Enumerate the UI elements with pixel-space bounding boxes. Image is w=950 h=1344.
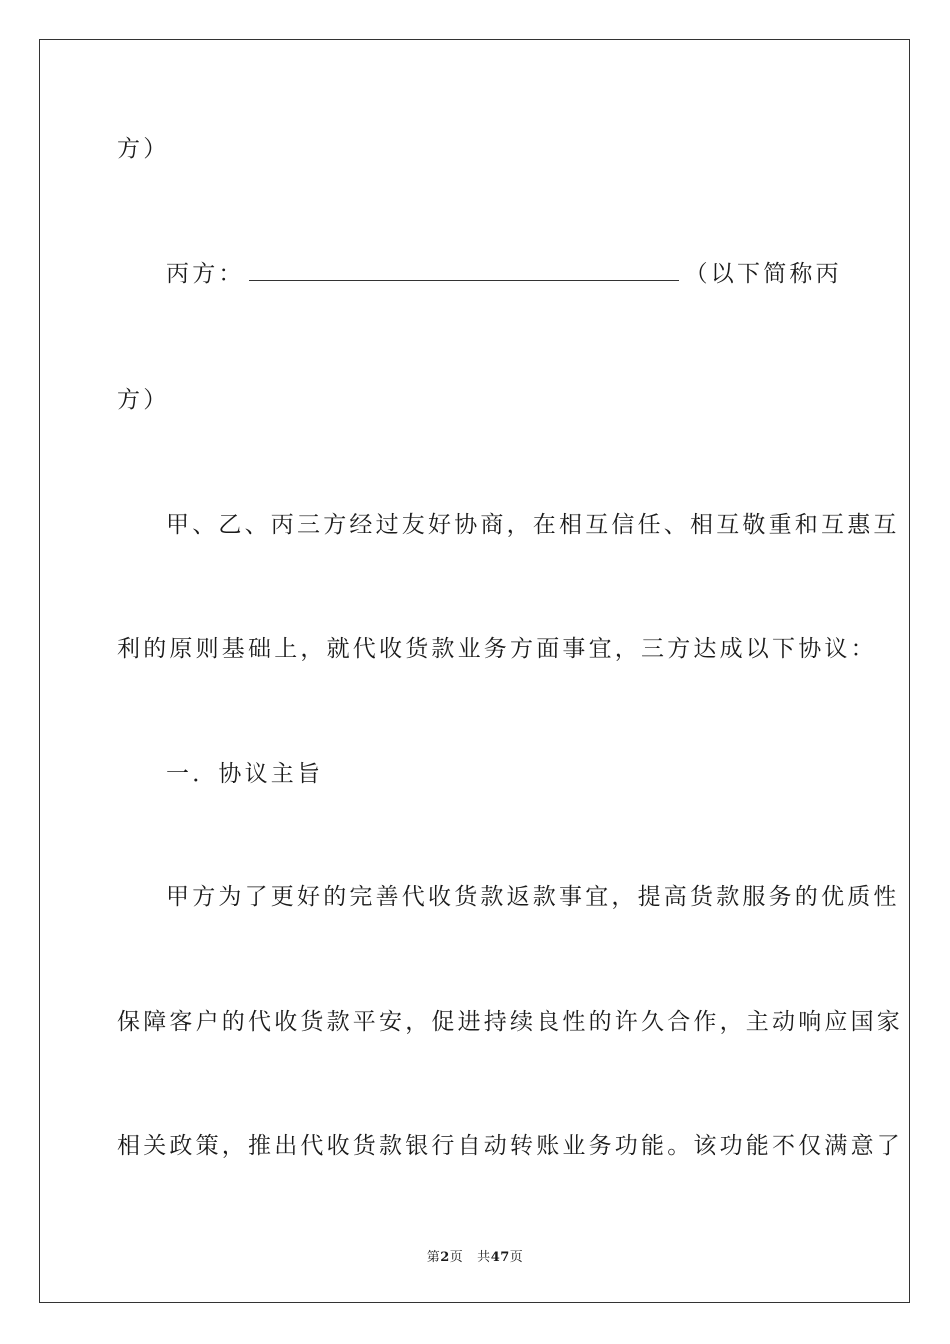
footer-total-suffix: 页 <box>509 1250 524 1265</box>
section-heading: 一．协议主旨 <box>166 761 324 787</box>
footer-page-suffix: 页 <box>449 1250 464 1265</box>
text-line-7: 甲方为了更好的完善代收货款返款事宜，提高货款服务的优质性 <box>166 884 900 910</box>
party-c-abbrev: （以下简称丙 <box>684 261 842 287</box>
party-c-blank-field <box>249 260 679 281</box>
footer-total-number: 47 <box>490 1250 510 1265</box>
page-footer <box>0 1246 950 1265</box>
text-line-5: 利的原则基础上，就代收货款业务方面事宜，三方达成以下协议： <box>117 636 877 662</box>
footer-total-prefix: 共 <box>477 1250 491 1265</box>
text-line-8: 保障客户的代收货款平安，促进持续良性的许久合作，主动响应国家 <box>117 1009 903 1035</box>
party-c-label: 丙方： <box>166 261 245 287</box>
text-line-9: 相关政策，推出代收货款银行自动转账业务功能。该功能不仅满意了 <box>117 1133 903 1159</box>
footer-page-prefix: 第 <box>426 1250 441 1265</box>
text-line-1: 方） <box>117 136 170 162</box>
text-line-party-c <box>166 259 842 289</box>
text-line-3: 方） <box>117 387 170 413</box>
text-line-4: 甲、乙、丙三方经过友好协商，在相互信任、相互敬重和互惠互 <box>166 512 900 538</box>
page-border <box>39 39 910 1303</box>
footer-page-number: 2 <box>440 1250 450 1265</box>
